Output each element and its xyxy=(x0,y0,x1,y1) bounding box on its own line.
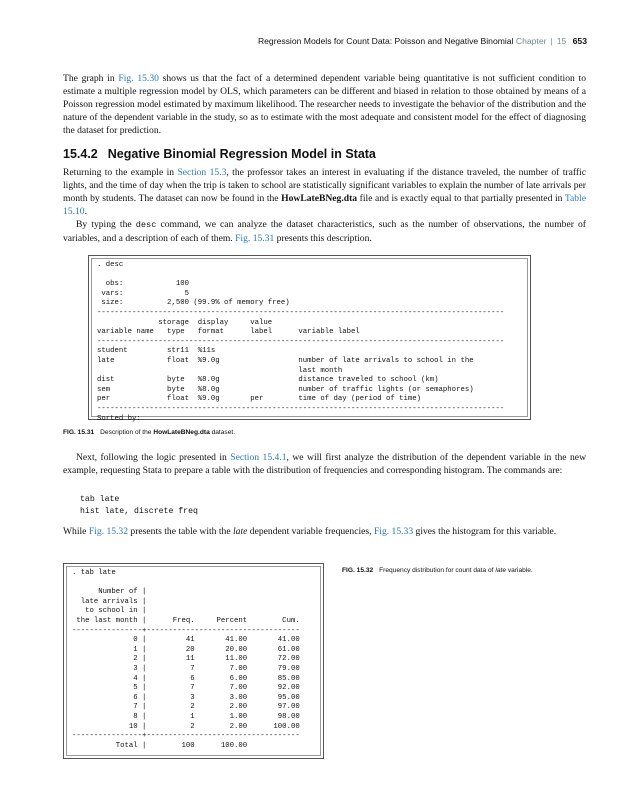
paragraph-1 xyxy=(63,72,586,137)
paragraph-4 xyxy=(63,451,586,477)
header-separator: | xyxy=(550,36,553,46)
fig-label: FIG. 15.31 xyxy=(63,429,95,436)
running-title: Regression Models for Count Data: Poisson and Negative Binomial xyxy=(257,36,514,46)
fig32-text-b: variable. xyxy=(506,567,533,574)
chapter-number: 15 xyxy=(556,36,567,46)
command-line: hist late, discrete freq xyxy=(80,507,198,516)
section-heading xyxy=(63,147,376,161)
fig-15-31-link[interactable]: Fig. 15.31 xyxy=(235,233,275,244)
fig31-text-a: Description of the xyxy=(100,429,154,436)
fig-15-33-link[interactable]: Fig. 15.33 xyxy=(373,526,414,537)
p5-text-c: dependent variable frequencies, xyxy=(247,526,374,537)
fig-15-32-link[interactable]: Fig. 15.32 xyxy=(88,526,129,537)
paragraph-5 xyxy=(63,525,586,538)
section-15-4-1-link[interactable]: Section 15.4.1 xyxy=(230,452,287,463)
running-header xyxy=(0,36,587,46)
p5-text-a: While xyxy=(63,526,89,537)
p5-text-d: gives the histogram for this variable. xyxy=(413,526,557,537)
dataset-filename: HowLateBNeg.dta xyxy=(281,193,358,204)
command-block xyxy=(80,494,198,518)
chapter-label: Chapter xyxy=(515,36,547,46)
p2-text-b: , the professor takes an interest in evaluating if the distance traveled, the number of traffic lights, and the time of day when the trip is taken to school are statistically significant variables to explain the number of late arrivals per month by students. The dataset can now be found in the xyxy=(63,167,586,204)
p3-text-a: By typing the xyxy=(76,219,136,230)
paragraph-2 xyxy=(63,166,586,218)
fig-15-30-link[interactable]: Fig. 15.30 xyxy=(118,73,159,84)
fig32-text-a: Frequency distribution for count data of xyxy=(379,567,496,574)
desc-command-inline: desc xyxy=(135,220,157,230)
paragraph-3 xyxy=(63,218,586,245)
section-15-3-link[interactable]: Section 15.3 xyxy=(177,167,227,178)
stata-desc-output: . desc obs: 100 vars: 5 size: 2,500 (99.9% of memory free) --------------------------------------------------------------------------------------------- storage display value variable name type format label variable label --------------------------------------------------------------------------------------------- student str11 %11s late float %9.0g number of late arrivals to school in the last month dist byte %8.0g distance traveled to school (km) sem byte %8.0g number of traffic lights (or semaphores) per float %9.0g per time of day (period of time) --------------------------------------------------------------------------------------------- Sorted by: xyxy=(91,258,528,417)
figure-15-32-caption xyxy=(342,567,533,574)
stata-tab-output: . tab late Number of | late arrivals | to school in | the last month | Freq. Percent Cum. ----------------+----------------------------------- 0 | 41 41.00 41.00 1 | 20 20.00 61.00 2 | 11 11.00 72.00 3 | 7 7.00 79.00 4 | 6 6.00 85.00 5 | 7 7.00 92.00 6 | 3 3.00 95.00 7 | 2 2.00 97.00 8 | 1 1.00 98.00 10 | 2 2.00 100.00 ----------------+----------------------------------- Total | 100 100.00 xyxy=(66,566,321,756)
p3-text-c: presents this description. xyxy=(274,233,372,244)
late-variable: late xyxy=(233,526,248,537)
p4-text-a: Next, following the logic presented in xyxy=(76,452,231,463)
figure-15-31-caption xyxy=(63,429,235,436)
p2-text-a: Returning to the example in xyxy=(63,167,178,178)
p3-text-b: command, we can analyze the dataset characteristics, such as the number of observations, the number of variables, and a description of each of them. xyxy=(63,219,586,244)
p1-text-b: shows us that the fact of a determined dependent variable being quantitative is not sufficient condition to estimate a multiple regression model by OLS, which parameters can be different and biased in relation to those obtained by means of a Poisson regression model estimated by maximum likelihood. The researcher needs to investigate the behavior of the distribution and the nature of the dependent variable in the study, so as to estimate with the most adequate and consistent model for the effect of diagnosing the dataset for prediction. xyxy=(63,73,586,136)
p5-text-b: presents the table with the xyxy=(128,526,234,537)
stata-tab-output-frame xyxy=(63,563,324,759)
fig31-filename: HowLateBNeg.dta xyxy=(153,429,210,436)
page-number: 653 xyxy=(572,36,587,46)
p1-text-a: The graph in xyxy=(63,73,119,84)
fig-label: FIG. 15.32 xyxy=(342,567,374,574)
fig31-text-b: dataset. xyxy=(209,429,236,436)
table-15-10-link[interactable]: Table 15.10 xyxy=(63,193,586,217)
command-line: tab late xyxy=(80,495,120,504)
stata-desc-output-frame xyxy=(88,255,531,423)
p2-text-c: file and is exactly equal to that partially presented in xyxy=(357,193,565,204)
p4-text-b: , we will first analyze the distribution of the dependent variable in the new example, requesting Stata to prepare a table with the distribution of frequencies and corresponding histogram. The commands are: xyxy=(63,452,586,476)
section-title: Negative Binomial Regression Model in Stata xyxy=(107,147,376,161)
section-number: 15.4.2 xyxy=(63,147,98,161)
fig32-var: late xyxy=(495,567,506,574)
p2-text-d: . xyxy=(84,206,87,217)
